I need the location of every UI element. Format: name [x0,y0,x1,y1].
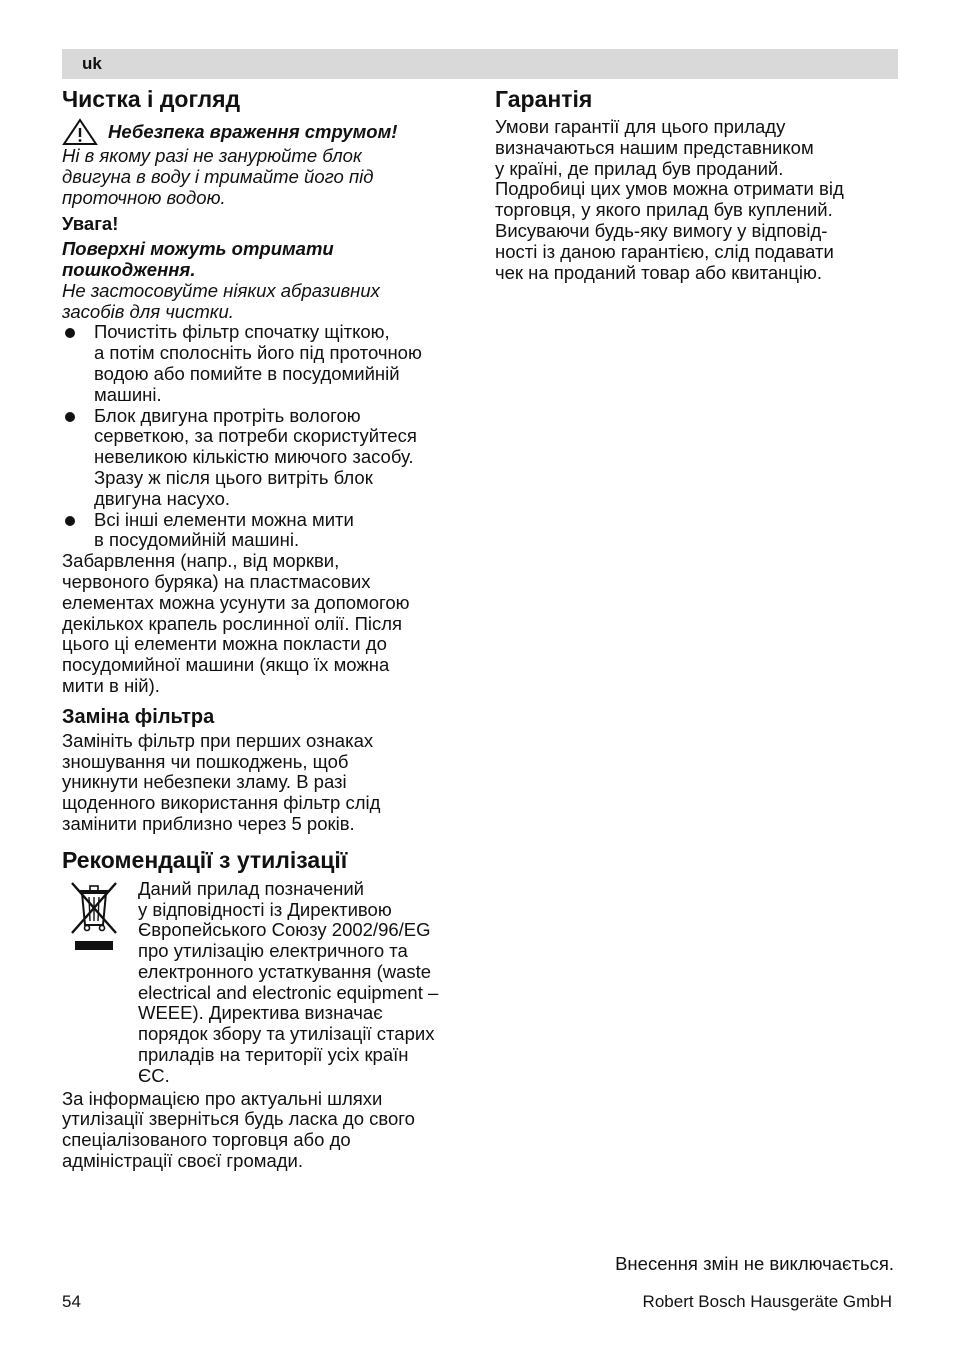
warranty-title: Гарантія [495,86,593,112]
filter-title: Заміна фільтра [62,705,215,728]
list-item: Почистіть фільтр спочатку щіткою, а потім сполосніть його під проточною водою або помийте в посудомийній машині. [62,322,467,405]
disposal-block [62,879,467,1087]
danger-title: Небезпека враження струмом! [108,120,398,142]
cleaning-bullets [62,322,467,551]
disposal-title: Рекомендації з утилізації [62,846,348,873]
language-bar [62,49,898,79]
list-item: Всі інші елементи можна мити в посудомийній машині. [62,510,467,552]
language-code: uk [82,54,102,73]
page-number: 54 [62,1292,81,1311]
stain-text: Забарвлення (напр., від моркви, червоного буряка) на пластмасових елементах можна усунути за допомогою декількох крапель рослинної олії. Після цього ці елементи можна покласти до посудомийної машини (якщо їх можна мити в ній). [62,550,410,696]
company-name: Robert Bosch Hausgeräte GmbH [642,1292,892,1311]
attention-text: Не застосовуйте ніяких абразивних засобів для чистки. [62,279,380,322]
filter-text: Замініть фільтр при перших ознаках зношування чи пошкоджень, щоб уникнути небезпеки зламу. В разі щоденного використання фільтр слід замінити приблизно через 5 років. [62,729,381,834]
weee-bin-icon [62,879,138,1087]
cleaning-title: Чистка і догляд [62,86,241,112]
right-column [495,84,895,283]
attention-bold: Поверхні можуть отримати пошкодження. [62,238,334,280]
warranty-text: Умови гарантії для цього приладу визначаються нашим представником у країні, де прилад був проданий. Подробиці цих умов можна отримати від торговця, у якого прилад був куплений. Висуваючи будь-яку вимогу у відповід- ності із даною гарантією, слід подавати чек на проданий товар або квитанцію. [495,116,844,283]
disposal-text: Даний прилад позначений у відповідності із Директивою Європейського Союзу 2002/96/EG про утилізацію електричного та електронного устаткування (waste electrical and electronic equipment – WEEE). Директива визначає порядок збору та утилізації старих приладів на території усіх країн ЄС. [138,877,439,1086]
list-item: Блок двигуна протріть вологою серветкою, за потреби скористуйтеся невеликою кількістю миючого засобу. Зразу ж після цього витріть блок двигуна насухо. [62,406,467,510]
changes-note: Внесення змін не виключається. [615,1253,894,1274]
left-column [62,84,467,1172]
danger-warning [62,118,467,146]
warning-triangle-icon [62,118,98,146]
attention-label: Увага! [62,213,119,235]
disposal-info: За інформацією про актуальні шляхи утилізації зверніться будь ласка до свого спеціалізованого торговця або до адміністрації своєї громади. [62,1087,415,1172]
danger-text: Ні в якому разі не занурюйте блок двигуна в воду і тримайте його під проточною водою. [62,145,374,208]
